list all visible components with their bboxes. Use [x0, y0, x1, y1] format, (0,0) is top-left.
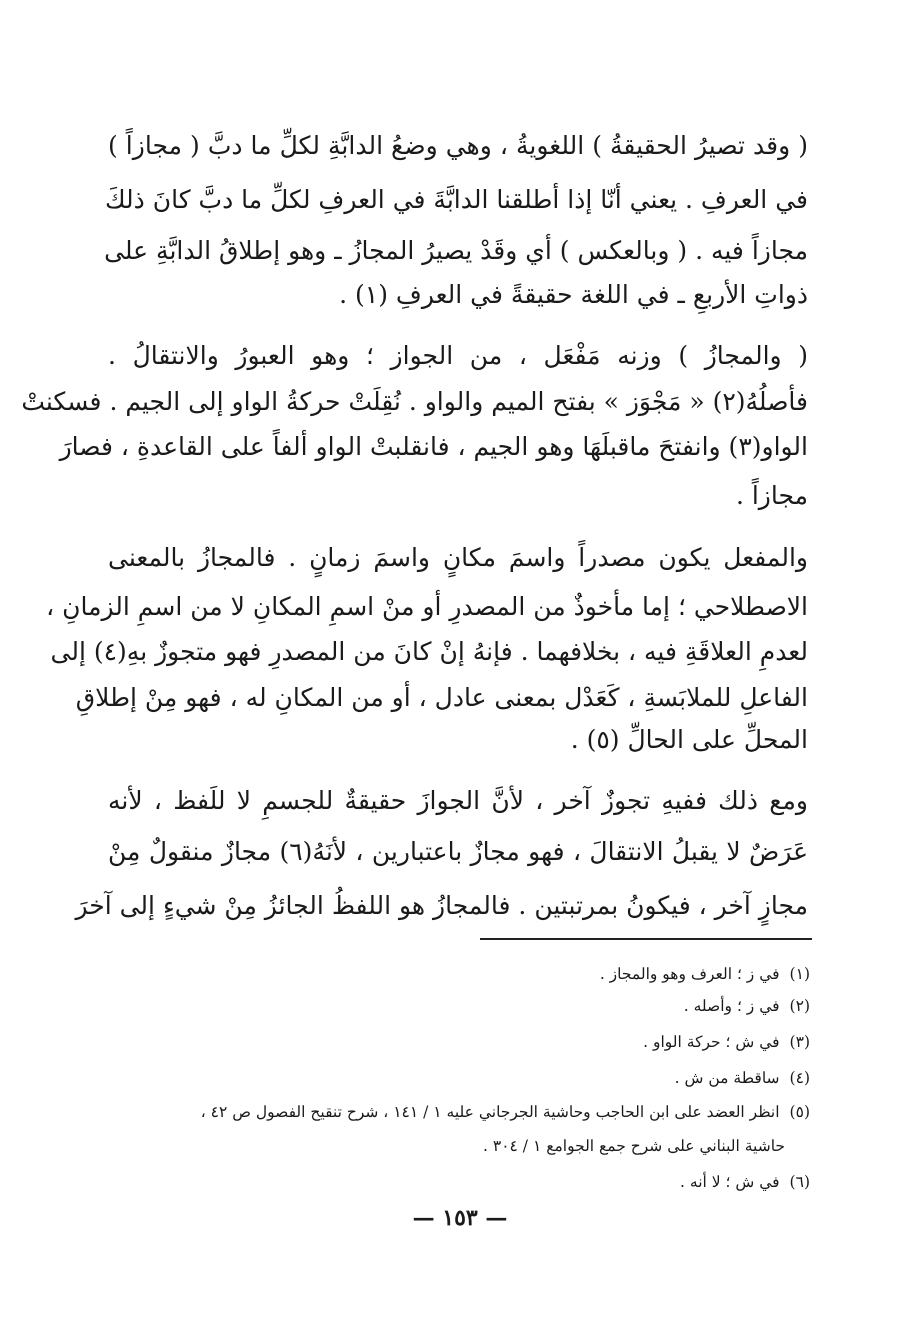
- footnote-number: (٥): [789, 1103, 810, 1121]
- text-line: ( وقد تصيرُ الحقيقةُ ) اللغويةُ ، وهي وضعُ الدابَّةِ لكلِّ ما دبَّ ( مجازاً ): [108, 131, 808, 160]
- text-line: والمفعل يكون مصدراً واسمَ مكانٍ واسمَ زمانٍ . فالمجازُ بالمعنى: [108, 543, 808, 572]
- footnote-separator: [480, 938, 812, 940]
- footnote: [110, 994, 810, 1018]
- text-line: مجازاً فيه . ( وبالعكس ) أي وقَدْ يصيرُ المجازُ ـ وهو إطلاقُ الدابَّةِ على: [104, 236, 808, 265]
- page-number: — ١٥٣ —: [412, 1205, 508, 1231]
- footnote: [110, 1100, 810, 1124]
- text-line: المحلِّ على الحالِّ (٥) .: [570, 725, 808, 754]
- footnote-number: (٦): [789, 1173, 810, 1191]
- footnote: [110, 1066, 810, 1090]
- text-line: لعدمِ العلاقَةِ فيه ، بخلافهما . فإنهُ إنْ كانَ من المصدرِ فهو متجوزٌ بهِ(٤) إلى: [50, 637, 808, 666]
- footnote-text: ساقطة من ش .: [674, 1069, 780, 1087]
- footnote-text: في ز ؛ وأصله .: [683, 997, 780, 1015]
- text-line: ( والمجازُ ) وزنه مَفْعَل ، من الجواز ؛ وهو العبورُ والانتقالُ .: [108, 341, 808, 370]
- text-line: مجازاً .: [735, 481, 808, 510]
- footnote-number: (٤): [789, 1069, 810, 1087]
- footnote-continuation: [85, 1134, 785, 1158]
- text-line: الاصطلاحي ؛ إما مأخوذٌ من المصدرِ أو منْ اسمِ المكانِ لا من اسمِ الزمانِ ،: [46, 592, 808, 621]
- text-line: فأصلُهُ(٢) « مَجْوَز » بفتح الميم والواو . نُقِلَتْ حركةُ الواو إلى الجيم . فسكنتْ: [21, 387, 808, 416]
- text-line: الفاعلِ للملابَسةِ ، كَعَدْل بمعنى عادل ، أو من المكانِ له ، فهو مِنْ إطلاقِ: [75, 683, 808, 712]
- footnote: [110, 1170, 810, 1194]
- footnote: [110, 1030, 810, 1054]
- footnote: [110, 962, 810, 986]
- footnote-text: في ز ؛ العرف وهو والمجاز .: [599, 965, 780, 983]
- text-line: ذواتِ الأربعِ ـ في اللغة حقيقةً في العرفِ (١) .: [339, 280, 808, 309]
- footnote-text: في ش ؛ حركة الواو .: [643, 1033, 780, 1051]
- footnote-text: في ش ؛ لا أنه .: [680, 1173, 780, 1191]
- text-line: ومع ذلك ففيهِ تجوزٌ آخر ، لأنَّ الجوازَ حقيقةٌ للجسمِ لا للَفظ ، لأنه: [108, 786, 808, 815]
- footnote-number: (٣): [789, 1033, 810, 1051]
- text-line: الواو(٣) وانفتحَ ماقبلَهَا وهو الجيم ، فانقلبتْ الواو ألفاً على القاعدةِ ، فصارَ: [59, 432, 808, 461]
- footnote-text: حاشية البناني على شرح جمع الجوامع ١ / ٣٠٤ .: [483, 1137, 785, 1155]
- footnote-number: (١): [789, 965, 810, 983]
- text-line: عَرَضٌ لا يقبلُ الانتقالَ ، فهو مجازٌ باعتبارين ، لأنَهُ(٦) مجازٌ منقولٌ مِنْ: [108, 837, 808, 866]
- text-line: مجازٍ آخر ، فيكونُ بمرتبتين . فالمجازُ هو اللفظُ الجائزُ مِنْ شيءٍ إلى آخرَ: [75, 891, 808, 920]
- text-line: في العرفِ . يعني أنّا إذا أطلقنا الدابَّةَ في العرفِ لكلِّ ما دبَّ كانَ ذلكَ: [104, 185, 808, 214]
- footnote-number: (٢): [789, 997, 810, 1015]
- footnote-text: انظر العضد على ابن الحاجب وحاشية الجرجاني عليه ١ / ١٤١ ، شرح تنقيح الفصول ص ٤٢ ،: [200, 1103, 780, 1121]
